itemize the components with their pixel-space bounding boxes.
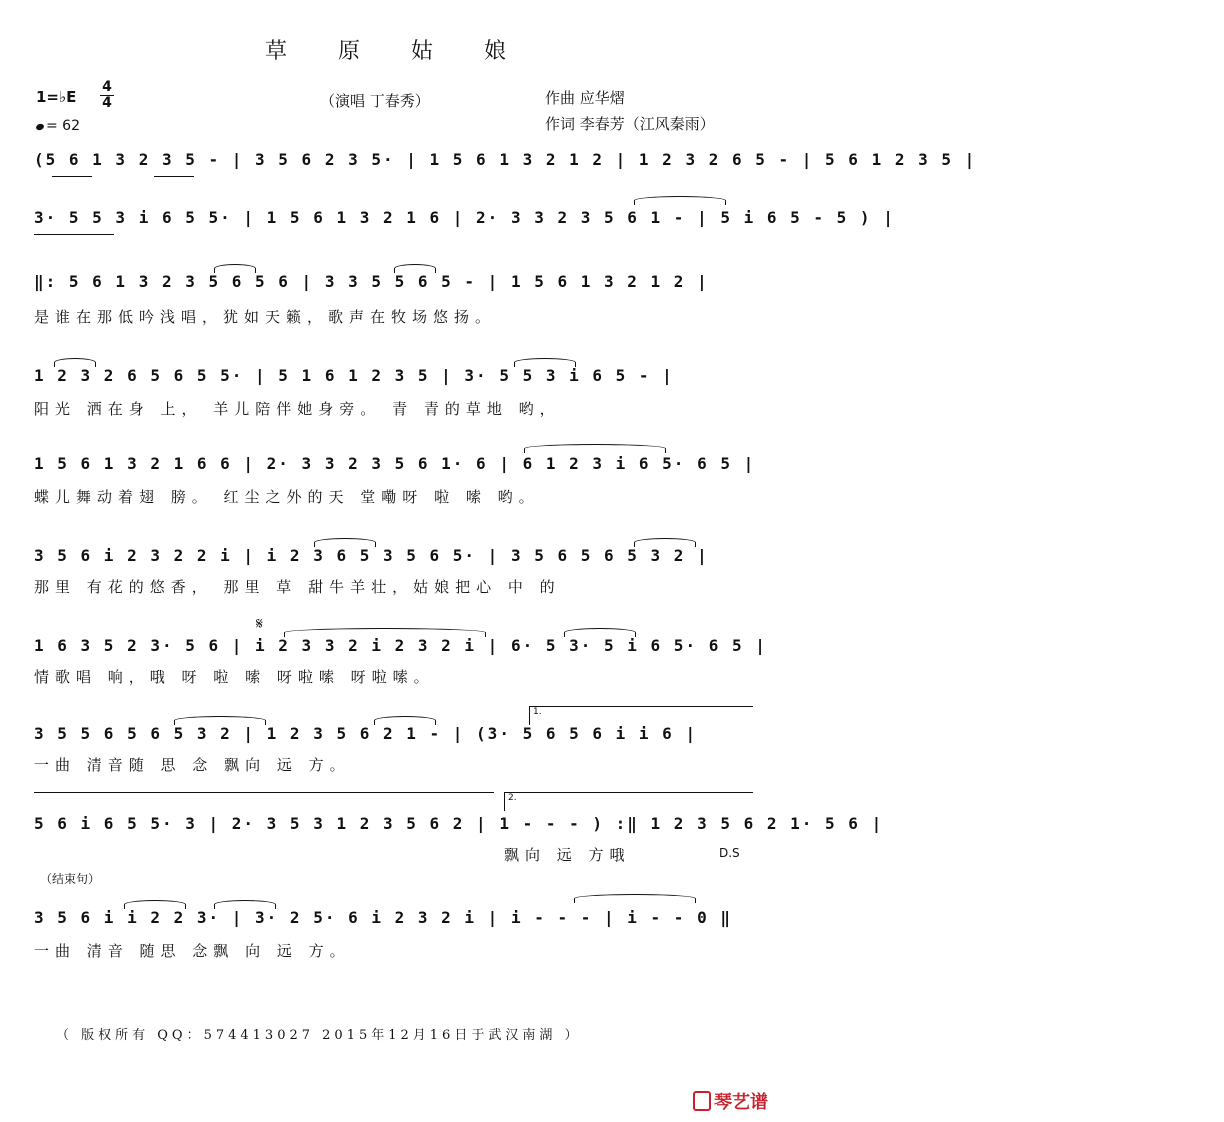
tempo-marking: [36, 118, 80, 134]
notation: 3· 5 5 3 i 6 5 5· | 1 5 6 1 3 2 1 6 | 2· 3 3 2 3 5 6 1 - | 5 i 6 5 - 5 ) |: [34, 208, 895, 227]
meter-top: 4: [102, 79, 112, 95]
volta-2: 2.: [504, 792, 753, 811]
notation: 3 5 6 i i 2 2 3· | 3· 2 5· 6 i 2 3 2 i | i - - - | i - - 0 ‖: [34, 908, 732, 927]
song-title: 草 原 姑 娘: [265, 39, 528, 64]
lyrics: 一曲 清音 随思 念飘 向 远 方。: [34, 942, 351, 960]
notation: 1 6 3 5 2 3· 5 6 | i 2 3 3 2 i 2 3 2 i | 6· 5 3· 5 i 6 5· 6 5 |: [34, 636, 767, 655]
volta-1: 1.: [529, 706, 753, 725]
notation: 1 2 3 2 6 5 6 5 5· | 5 1 6 1 2 3 5 | 3· 5 5 3 i 6 5 - |: [34, 366, 674, 385]
lyrics: 飘向 远 方哦: [504, 846, 631, 864]
quarter-note-icon: [35, 123, 45, 131]
lyrics: 情歌唱 响，哦 呀 啦 嗦 呀啦嗦 呀啦嗦。: [34, 668, 435, 686]
lyrics: 阳光 洒在身 上， 羊儿陪伴她身旁。 青 青的草地 哟，: [34, 400, 561, 418]
notation: 3 5 6 i 2 3 2 2 i | i 2 3 6 5 3 5 6 5· | 3 5 6 5 6 5 3 2 |: [34, 546, 709, 565]
tempo-value: = 62: [46, 118, 80, 134]
logo-icon: [693, 1091, 711, 1111]
time-signature: [100, 80, 114, 111]
copyright-notice: （ 版权所有 QQ：574413027 2015年12月16日于武汉南湖 ）: [56, 1028, 582, 1043]
segno-icon: 𝄋: [256, 614, 263, 633]
key-signature: 1=♭E: [36, 88, 77, 106]
notation: ‖: 5 6 1 3 2 3 5 6 5 6 | 3 3 5 5 6 5 - | 1 5 6 1 3 2 1 2 |: [34, 272, 709, 291]
singer-credit: （演唱 丁春秀）: [320, 92, 430, 110]
lyrics: 一曲 清音随 思 念 飘向 远 方。: [34, 756, 351, 774]
lyrics: 蝶儿舞动着翅 膀。 红尘之外的天 堂嘞呀 啦 嗦 哟。: [34, 488, 540, 506]
site-logo[interactable]: [693, 1088, 768, 1114]
notation: (5 6 1 3 2 3 5 - | 3 5 6 2 3 5· | 1 5 6 1 3 2 1 2 | 1 2 3 2 6 5 - | 5 6 1 2 3 5 |: [34, 150, 977, 169]
composer-credit: 作曲 应华熠: [545, 89, 625, 107]
notation: 3 5 5 6 5 6 5 3 2 | 1 2 3 5 6 2 1 - | (3· 5 6 5 6 i i 6 |: [34, 724, 698, 743]
ending-label: （结束句）: [40, 872, 101, 886]
lyrics: 是谁在那低吟浅唱，犹如天籁，歌声在牧场悠扬。: [34, 308, 497, 326]
lyrics: 那里 有花的悠香， 那里 草 甜牛羊壮，姑娘把心 中 的: [34, 578, 561, 596]
meter-bottom: 4: [102, 95, 112, 111]
ds-marking: D.S: [719, 846, 740, 860]
lyricist-credit: 作词 李春芳（江风秦雨）: [545, 115, 715, 133]
notation: 5 6 i 6 5 5· 3 | 2· 3 5 3 1 2 3 5 6 2 | 1 - - - ) :‖ 1 2 3 5 6 2 1· 5 6 |: [34, 814, 884, 833]
logo-text: 琴艺谱: [714, 1092, 768, 1113]
notation: 1 5 6 1 3 2 1 6 6 | 2· 3 3 2 3 5 6 1· 6 | 6 1 2 3 i 6 5· 6 5 |: [34, 454, 756, 473]
